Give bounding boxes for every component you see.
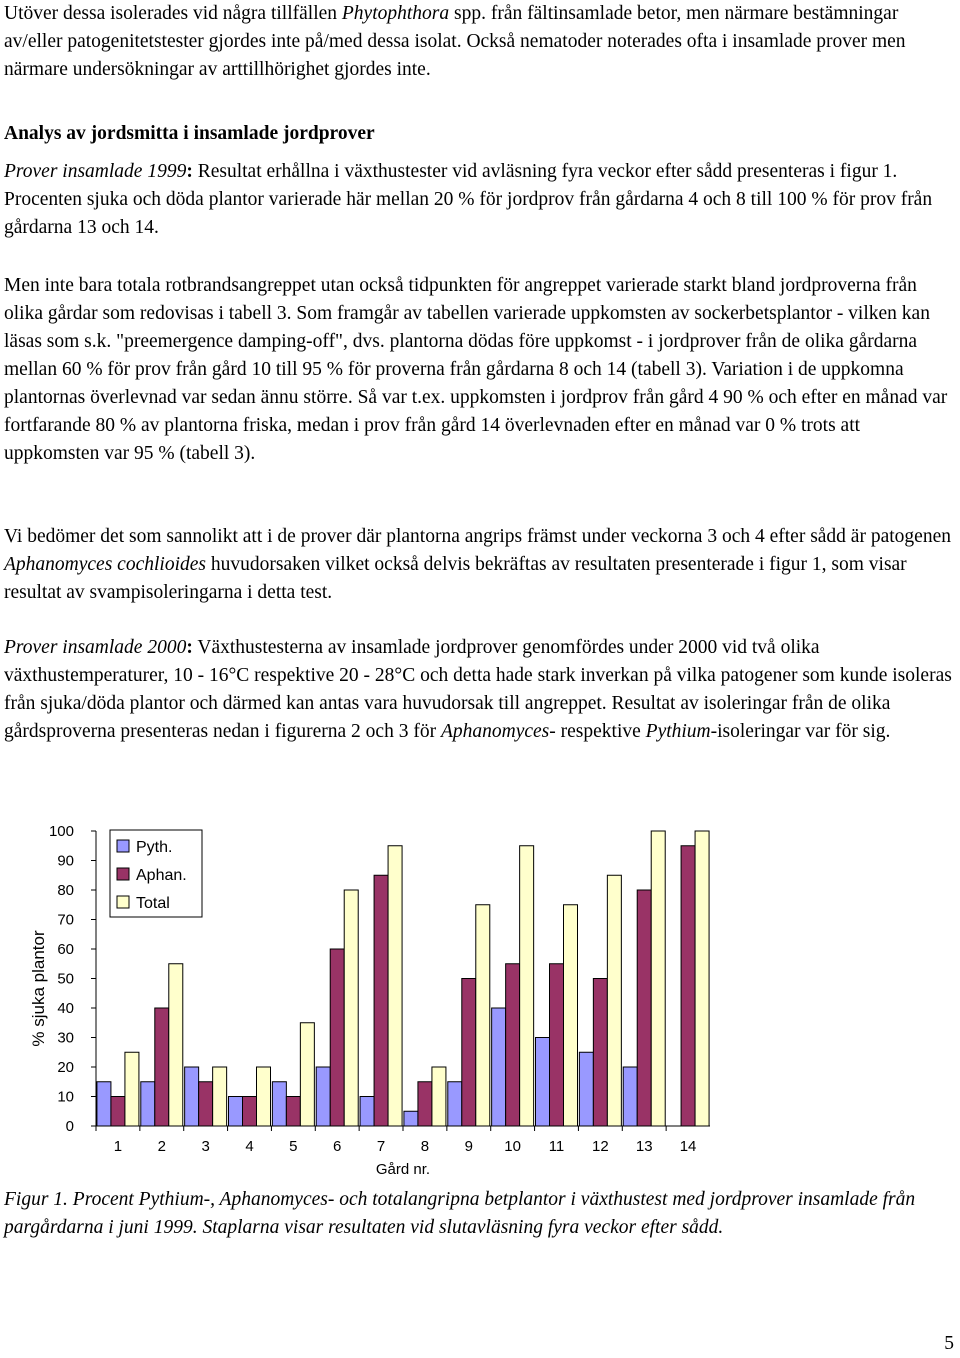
bar-total-gard-14 [695,831,709,1126]
bar-aphan-gard-11 [550,964,564,1126]
bar-chart-svg [0,815,760,1185]
paragraph-aphanomyces-rest: huvudorsaken vilket också delvis bekräftas av resultaten presenterade i figur 1, som visar resultat av svampisoleringarna i detta test. [4,554,907,603]
x-tick-label: 1 [113,1138,123,1155]
legend-label-pyth: Pyth. [136,839,173,856]
bar-pyth-gard-2 [141,1082,155,1126]
bar-aphan-gard-1 [111,1097,125,1127]
bar-total-gard-13 [651,831,665,1126]
bar-pyth-gard-9 [448,1082,462,1126]
bar-total-gard-11 [564,905,578,1126]
x-tick-label: 10 [504,1138,521,1155]
bar-pyth-gard-12 [579,1052,593,1126]
bar-aphan-gard-2 [155,1008,169,1126]
legend-label-total: Total [136,895,170,912]
bar-pyth-gard-5 [272,1082,286,1126]
bar-pyth-gard-10 [492,1008,506,1126]
x-tick-label: 3 [201,1138,210,1155]
x-tick-label: 7 [376,1138,386,1155]
y-tick-label: 100 [48,823,74,840]
x-axis-title: Gård nr. [375,1161,431,1178]
x-tick-label: 5 [289,1138,298,1155]
figure-1-chart [0,815,760,1185]
bar-aphan-gard-10 [506,964,520,1126]
bar-aphan-gard-7 [374,875,388,1126]
y-tick-label: 90 [57,852,74,870]
aphanomyces-italic: Aphanomyces [440,721,550,742]
intro-italic: Phytophthora [341,3,450,24]
bar-total-gard-8 [432,1067,446,1126]
bar-total-gard-7 [388,846,402,1126]
bar-total-gard-3 [213,1067,227,1126]
x-tick-label: 6 [333,1138,342,1155]
bar-aphan-gard-9 [462,979,476,1127]
x-tick-label: 9 [464,1138,473,1155]
bar-pyth-gard-8 [404,1111,418,1126]
bar-aphan-gard-3 [199,1082,213,1126]
y-tick-label: 70 [57,911,74,929]
y-tick-label: 30 [57,1029,74,1047]
y-tick-label: 50 [57,970,74,988]
x-tick-label: 14 [679,1138,697,1155]
bar-total-gard-2 [169,964,183,1126]
paragraph-2000-text: Växthustesterna av insamlade jordprover genomfördes under 2000 vid två olika växthustemperaturer, 10 - 16°C respektive 20 - 28°C och detta hade stark inverkan på vilka patogener som kunde isoleras från sjuka/döda plantor och därmed kan antas vara huvudorsak till angreppet. Resultat av isoleringar från de olika gårdsproverna presenteras nedan i figurerna 2 och 3 för [4,637,952,742]
bar-total-gard-10 [520,846,534,1126]
colon-2000: : [186,637,193,658]
x-tick-label: 13 [635,1138,653,1155]
bar-pyth-gard-1 [97,1082,111,1126]
x-tick-label: 2 [157,1138,166,1155]
bar-aphan-gard-4 [243,1097,257,1127]
legend-swatch-total [117,896,129,908]
bar-pyth-gard-13 [623,1067,637,1126]
figure-caption: Figur 1. Procent Pythium-, Aphanomyces- och totalangripna betplantor i växthustest med jordprover insamlade från pargårdarna i juni 1999. Staplarna visar resultaten vid slutavläsning fyra veckor efter sådd. [4,1189,916,1238]
y-tick-label: 60 [57,941,74,958]
paragraph-aphanomyces [4,523,956,607]
legend-label-aphan: Aphan. [136,867,187,884]
y-tick-label: 0 [65,1118,74,1135]
bar-aphan-gard-5 [286,1097,300,1127]
legend-swatch-aphan [117,868,129,880]
y-tick-label: 10 [57,1088,74,1106]
y-tick-label: 20 [57,1059,74,1076]
paragraph-1999 [4,158,956,242]
bar-total-gard-1 [125,1052,139,1126]
subheading-1999: Prover insamlade 1999 [4,161,187,182]
x-tick-label: 4 [245,1138,254,1155]
paragraph-aphanomyces-text: Vi bedömer det som sannolikt att i de prover där plantorna angrips främst under veckorna 3 och 4 efter sådd är patogenen [4,526,951,547]
x-tick-label: 12 [592,1138,609,1155]
section-heading: Analys av jordsmitta i insamlade jordprover [4,123,375,144]
paragraph-2000-text-3: -isoleringar var för sig. [710,721,891,742]
bar-aphan-gard-6 [330,949,344,1126]
y-tick-label: 40 [57,1000,74,1017]
bar-total-gard-4 [257,1067,271,1126]
bar-pyth-gard-7 [360,1097,374,1127]
legend-swatch-pyth [117,840,129,852]
intro-text-rest: spp. från fältinsamlade betor, men närmare bestämningar av/eller patogenitetstester gjordes inte på/med dessa isolat. Också nematoder noterades ofta i insamlade prover men närmare undersökningar av arttillhörighet gjordes inte. [4,3,906,80]
paragraph-2000 [4,634,956,746]
bar-total-gard-5 [300,1023,314,1126]
bar-pyth-gard-11 [536,1038,550,1127]
colon-1999: : [186,161,193,182]
species-name: Aphanomyces cochlioides [4,554,206,575]
bar-pyth-gard-6 [316,1067,330,1126]
y-axis-title: % sjuka plantor [29,930,48,1047]
bar-aphan-gard-12 [593,979,607,1127]
bar-pyth-gard-4 [229,1097,243,1127]
page-number: 5 [944,1333,954,1354]
y-tick-label: 80 [57,882,74,899]
x-tick-label: 11 [548,1138,565,1155]
bar-total-gard-6 [344,890,358,1126]
bar-aphan-gard-8 [418,1082,432,1126]
intro-text: Utöver dessa isolerades vid några tillfällen [4,3,342,24]
paragraph-timing: Men inte bara totala rotbrandsangreppet utan också tidpunkten för angreppet varierade starkt bland jordproverna från olika gårdar som redovisas i tabell 3. Som framgår av tabellen varierade uppkomsten av sockerbetsplantor - vilken kan läsas som s.k. "preemergence damping-off", dvs. plantorna dödas före uppkomst - i jordprover från de olika gårdarna mellan 60 % för prov från gård 10 till 95 % för proverna från gårdarna 8 och 14 (tabell 3). Variation i de uppkomna plantornas överlevnad var sedan ännu större. Så var t.ex. uppkomsten i jordprov från gård 4 90 % och efter en månad var fortfarande 80 % av plantorna friska, medan i prov från gård 14 överlevnaden efter en månad var 0 % trots att uppkomsten var 95 % (tabell 3). [4,275,948,464]
bar-aphan-gard-14 [681,846,695,1126]
paragraph-2000-text-2: - respektive [549,721,646,742]
pythium-italic: Pythium [645,721,711,742]
bar-aphan-gard-13 [637,890,651,1126]
x-tick-label: 8 [420,1138,430,1155]
intro-paragraph [4,0,956,84]
bar-total-gard-9 [476,905,490,1126]
subheading-2000: Prover insamlade 2000 [4,637,187,658]
bar-pyth-gard-3 [185,1067,199,1126]
paragraph-1999-text: Resultat erhållna i växthustester vid avläsning fyra veckor efter sådd presenteras i figur 1. Procenten sjuka och döda plantor varierade här mellan 20 % för jordprov från gårdarna 4 och 8 till 100 % för prov från gårdarna 13 och 14. [4,161,933,238]
bar-total-gard-12 [607,875,621,1126]
